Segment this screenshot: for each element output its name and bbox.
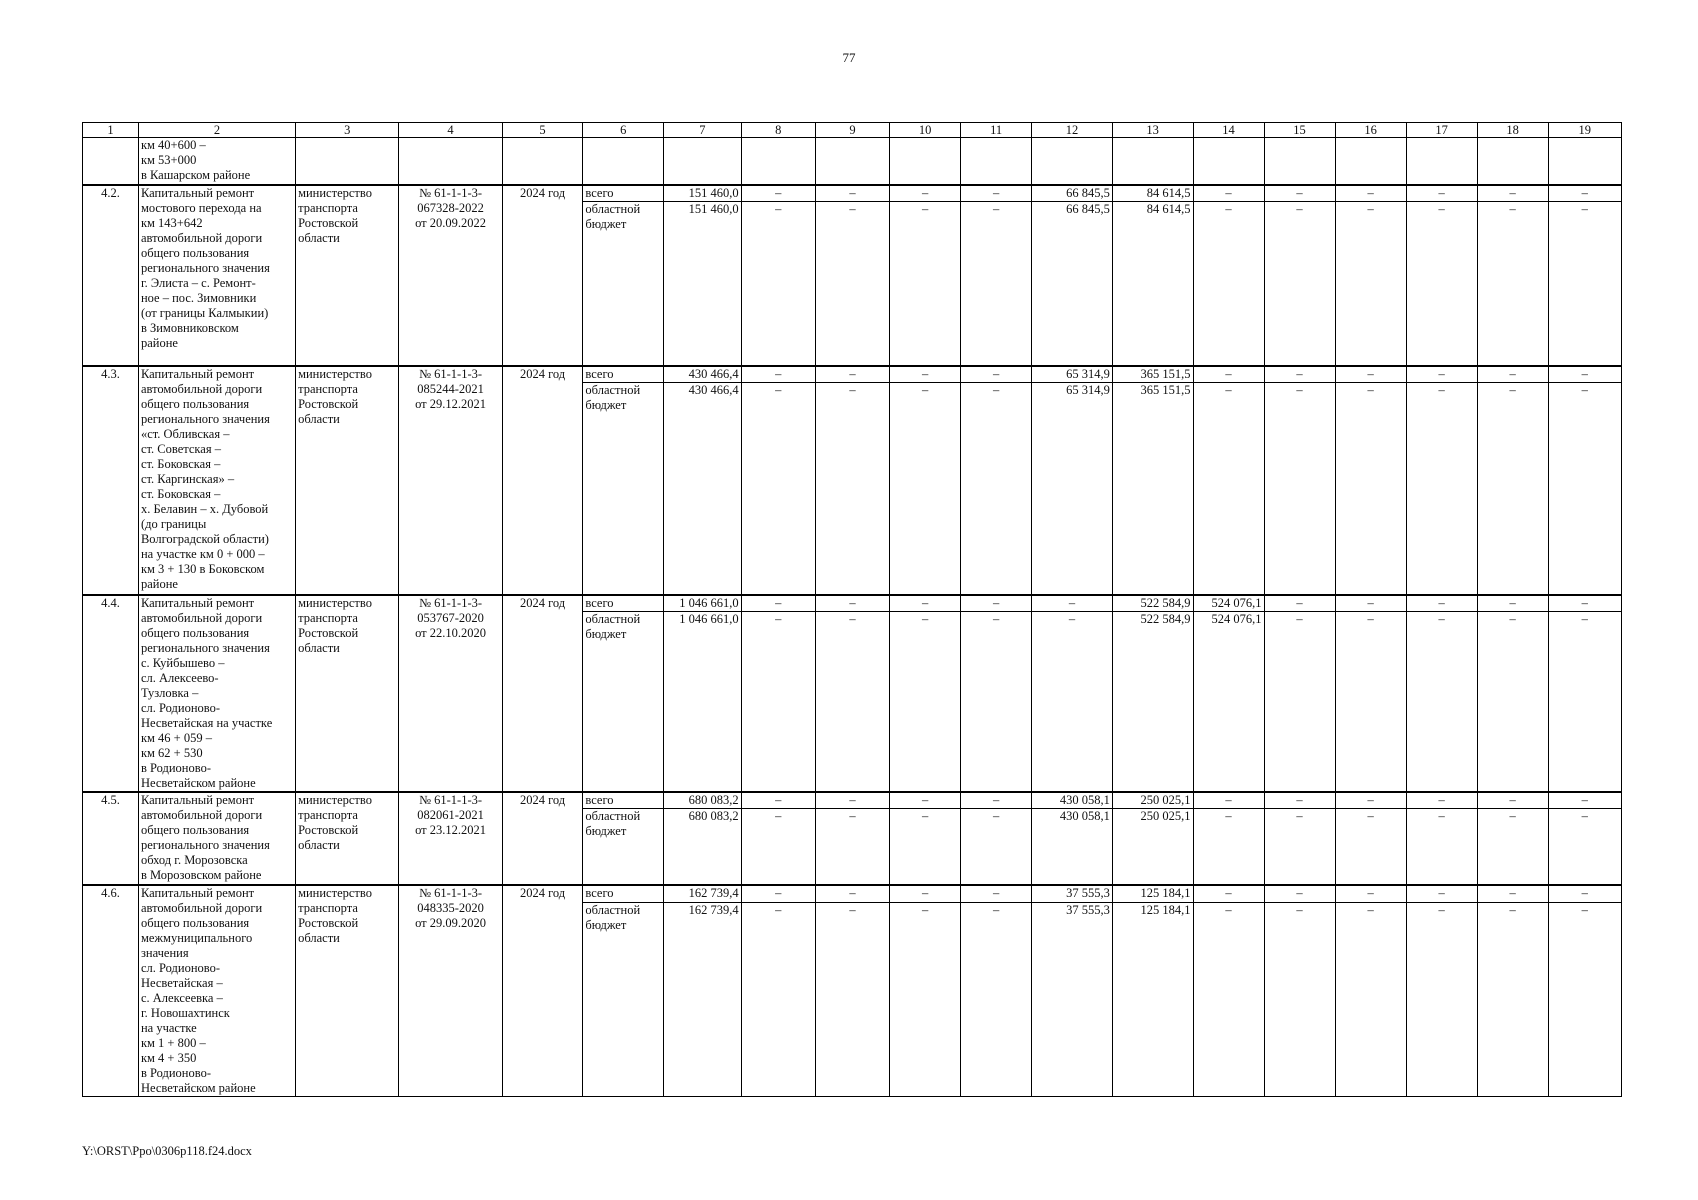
amount-cell: 430 466,4 <box>664 366 741 383</box>
funding-source: областной бюджет <box>583 611 664 792</box>
item-number: 4.4. <box>83 595 139 793</box>
table-row <box>83 885 1622 903</box>
executor: министерство транспорта Ростовской области <box>296 885 399 1097</box>
amount-cell: – <box>815 885 889 903</box>
amount-cell: – <box>1264 792 1335 809</box>
amount-cell: 66 845,5 <box>1032 185 1113 202</box>
funding-source: всего <box>583 885 664 903</box>
amount-cell: – <box>1264 611 1335 792</box>
completion-year: 2024 год <box>502 792 583 885</box>
empty-cell <box>1032 138 1113 185</box>
item-name: Капитальный ремонт автомобильной дороги общего пользования межмуниципального значения сл. Родионово- Несветайская – с. Алексеевка – г. Новошахтинск на участке км 1 + 800 – км 4 + 350 в Родионово- Несветайском районе <box>138 885 295 1097</box>
completion-year: 2024 год <box>502 366 583 595</box>
empty-cell <box>502 138 583 185</box>
column-number: 18 <box>1477 123 1548 138</box>
column-number-row <box>83 123 1622 138</box>
amount-cell: – <box>1335 595 1406 612</box>
funding-source: всего <box>583 792 664 809</box>
amount-cell: – <box>1264 809 1335 885</box>
completion-year: 2024 год <box>502 885 583 1097</box>
column-number: 16 <box>1335 123 1406 138</box>
amount-cell: – <box>1264 902 1335 1096</box>
column-number: 1 <box>83 123 139 138</box>
amount-cell: – <box>961 611 1032 792</box>
amount-cell: – <box>1264 383 1335 595</box>
amount-cell: 250 025,1 <box>1112 809 1193 885</box>
amount-cell: – <box>1193 201 1264 366</box>
amount-cell: – <box>1548 885 1621 903</box>
amount-cell: – <box>1335 185 1406 202</box>
amount-cell: 162 739,4 <box>664 902 741 1096</box>
amount-cell: – <box>1264 366 1335 383</box>
amount-cell: – <box>1335 885 1406 903</box>
amount-cell: – <box>1406 201 1477 366</box>
amount-cell: 1 046 661,0 <box>664 595 741 612</box>
amount-cell: – <box>1193 366 1264 383</box>
amount-cell: – <box>1032 595 1113 612</box>
executor: министерство транспорта Ростовской области <box>296 595 399 793</box>
funding-source: всего <box>583 185 664 202</box>
amount-cell: 365 151,5 <box>1112 366 1193 383</box>
amount-cell: – <box>1477 366 1548 383</box>
amount-cell: – <box>961 809 1032 885</box>
amount-cell: 522 584,9 <box>1112 611 1193 792</box>
amount-cell: – <box>961 902 1032 1096</box>
amount-cell: – <box>1548 366 1621 383</box>
amount-cell: 430 058,1 <box>1032 809 1113 885</box>
column-number: 7 <box>664 123 741 138</box>
continuation-text: км 40+600 – км 53+000 в Кашарском районе <box>138 138 295 185</box>
amount-cell: 680 083,2 <box>664 792 741 809</box>
column-number: 3 <box>296 123 399 138</box>
amount-cell: 125 184,1 <box>1112 885 1193 903</box>
amount-cell: – <box>1477 383 1548 595</box>
executor: министерство транспорта Ростовской области <box>296 366 399 595</box>
item-name: Капитальный ремонт автомобильной дороги общего пользования регионального значения обход г. Морозовска в Морозовском районе <box>138 792 295 885</box>
item-number: 4.6. <box>83 885 139 1097</box>
amount-cell: – <box>1477 201 1548 366</box>
completion-year: 2024 год <box>502 595 583 793</box>
completion-year: 2024 год <box>502 185 583 367</box>
empty-cell <box>1112 138 1193 185</box>
amount-cell: – <box>1477 885 1548 903</box>
amount-cell: – <box>1548 792 1621 809</box>
column-number: 11 <box>961 123 1032 138</box>
amount-cell: – <box>815 809 889 885</box>
amount-cell: – <box>1264 885 1335 903</box>
amount-cell: – <box>741 201 815 366</box>
amount-cell: 151 460,0 <box>664 185 741 202</box>
amount-cell: – <box>1548 902 1621 1096</box>
table-row <box>83 792 1622 809</box>
document-reference: № 61-1-1-3- 067328-2022 от 20.09.2022 <box>399 185 502 367</box>
amount-cell: – <box>741 185 815 202</box>
funding-source: областной бюджет <box>583 201 664 366</box>
column-number: 2 <box>138 123 295 138</box>
continuation-row <box>83 138 1622 185</box>
amount-cell: – <box>890 809 961 885</box>
amount-cell: – <box>1548 383 1621 595</box>
amount-cell: – <box>1193 383 1264 595</box>
amount-cell: – <box>741 792 815 809</box>
amount-cell: – <box>961 201 1032 366</box>
amount-cell: – <box>1406 185 1477 202</box>
empty-cell <box>815 138 889 185</box>
amount-cell: – <box>890 595 961 612</box>
amount-cell: 524 076,1 <box>1193 595 1264 612</box>
item-number: 4.3. <box>83 366 139 595</box>
funding-source: всего <box>583 595 664 612</box>
funding-source: областной бюджет <box>583 383 664 595</box>
amount-cell: – <box>815 383 889 595</box>
empty-cell <box>1406 138 1477 185</box>
amount-cell: – <box>815 366 889 383</box>
amount-cell: 365 151,5 <box>1112 383 1193 595</box>
column-number: 13 <box>1112 123 1193 138</box>
column-number: 6 <box>583 123 664 138</box>
page-number: 77 <box>842 50 856 65</box>
document-reference: № 61-1-1-3- 085244-2021 от 29.12.2021 <box>399 366 502 595</box>
amount-cell: 84 614,5 <box>1112 201 1193 366</box>
amount-cell: – <box>1548 809 1621 885</box>
empty-cell <box>83 138 139 185</box>
amount-cell: – <box>741 809 815 885</box>
empty-cell <box>1335 138 1406 185</box>
amount-cell: – <box>961 185 1032 202</box>
amount-cell: – <box>815 595 889 612</box>
amount-cell: 37 555,3 <box>1032 885 1113 903</box>
amount-cell: – <box>961 792 1032 809</box>
item-number: 4.5. <box>83 792 139 885</box>
amount-cell: – <box>1406 885 1477 903</box>
empty-cell <box>1264 138 1335 185</box>
column-number: 8 <box>741 123 815 138</box>
column-number: 19 <box>1548 123 1621 138</box>
empty-cell <box>296 138 399 185</box>
amount-cell: – <box>890 902 961 1096</box>
funding-source: областной бюджет <box>583 809 664 885</box>
amount-cell: – <box>1477 792 1548 809</box>
amount-cell: – <box>890 383 961 595</box>
amount-cell: – <box>890 201 961 366</box>
amount-cell: – <box>890 611 961 792</box>
column-number: 12 <box>1032 123 1113 138</box>
amount-cell: 151 460,0 <box>664 201 741 366</box>
amount-cell: – <box>1477 809 1548 885</box>
amount-cell: 522 584,9 <box>1112 595 1193 612</box>
amount-cell: – <box>741 383 815 595</box>
amount-cell: 430 058,1 <box>1032 792 1113 809</box>
amount-cell: – <box>815 185 889 202</box>
document-reference: № 61-1-1-3- 082061-2021 от 23.12.2021 <box>399 792 502 885</box>
amount-cell: 250 025,1 <box>1112 792 1193 809</box>
amount-cell: – <box>1335 902 1406 1096</box>
column-number: 14 <box>1193 123 1264 138</box>
amount-cell: – <box>1406 595 1477 612</box>
empty-cell <box>890 138 961 185</box>
item-name: Капитальный ремонт автомобильной дороги общего пользования регионального значения с. Куйбышево – сл. Алексеево- Тузловка – сл. Родионово- Несветайская на участке км 46 + 059 – км 62 + 530 в Родионово- Несветайском районе <box>138 595 295 793</box>
amount-cell: – <box>1193 185 1264 202</box>
amount-cell: – <box>1548 595 1621 612</box>
amount-cell: – <box>1477 595 1548 612</box>
amount-cell: – <box>1335 809 1406 885</box>
amount-cell: – <box>1406 366 1477 383</box>
amount-cell: – <box>961 885 1032 903</box>
empty-cell <box>1193 138 1264 185</box>
amount-cell: – <box>1406 809 1477 885</box>
document-reference: № 61-1-1-3- 053767-2020 от 22.10.2020 <box>399 595 502 793</box>
amount-cell: – <box>1335 383 1406 595</box>
amount-cell: – <box>815 201 889 366</box>
empty-cell <box>399 138 502 185</box>
empty-cell <box>961 138 1032 185</box>
item-number: 4.2. <box>83 185 139 367</box>
amount-cell: 66 845,5 <box>1032 201 1113 366</box>
column-number: 15 <box>1264 123 1335 138</box>
column-number: 10 <box>890 123 961 138</box>
funding-source: областной бюджет <box>583 902 664 1096</box>
amount-cell: – <box>815 611 889 792</box>
column-number: 5 <box>502 123 583 138</box>
amount-cell: – <box>741 611 815 792</box>
amount-cell: – <box>1406 611 1477 792</box>
amount-cell: – <box>890 885 961 903</box>
item-name: Капитальный ремонт мостового перехода на км 143+642 автомобильной дороги общего пользования регионального значения г. Элиста – с. Ремонт- ное – пос. Зимовники (от границы Калмыкии) в Зимовниковском районе <box>138 185 295 367</box>
table-row <box>83 366 1622 383</box>
funding-source: всего <box>583 366 664 383</box>
amount-cell: – <box>1548 611 1621 792</box>
amount-cell: – <box>890 185 961 202</box>
amount-cell: – <box>1406 792 1477 809</box>
amount-cell: – <box>1477 185 1548 202</box>
amount-cell: – <box>741 595 815 612</box>
amount-cell: – <box>961 383 1032 595</box>
item-name: Капитальный ремонт автомобильной дороги общего пользования регионального значения «ст. Обливская – ст. Советская – ст. Боковская – ст. Каргинская» – ст. Боковская – х. Белавин – х. Дубовой (до границы Волгоградской области) на участке км 0 + 000 – км 3 + 130 в Боковском районе <box>138 366 295 595</box>
amount-cell: – <box>741 885 815 903</box>
amount-cell: – <box>961 595 1032 612</box>
column-number: 9 <box>815 123 889 138</box>
document-reference: № 61-1-1-3- 048335-2020 от 29.09.2020 <box>399 885 502 1097</box>
amount-cell: 162 739,4 <box>664 885 741 903</box>
column-number: 17 <box>1406 123 1477 138</box>
amount-cell: – <box>1264 185 1335 202</box>
amount-cell: – <box>815 902 889 1096</box>
amount-cell: – <box>1477 902 1548 1096</box>
amount-cell: – <box>815 792 889 809</box>
empty-cell <box>741 138 815 185</box>
amount-cell: – <box>1406 902 1477 1096</box>
amount-cell: – <box>1193 792 1264 809</box>
amount-cell: 125 184,1 <box>1112 902 1193 1096</box>
amount-cell: – <box>1548 185 1621 202</box>
amount-cell: – <box>1193 902 1264 1096</box>
executor: министерство транспорта Ростовской области <box>296 792 399 885</box>
amount-cell: 65 314,9 <box>1032 383 1113 595</box>
amount-cell: 84 614,5 <box>1112 185 1193 202</box>
amount-cell: 65 314,9 <box>1032 366 1113 383</box>
amount-cell: 37 555,3 <box>1032 902 1113 1096</box>
amount-cell: – <box>1548 201 1621 366</box>
amount-cell: – <box>1193 809 1264 885</box>
amount-cell: – <box>890 366 961 383</box>
budget-table <box>82 122 1622 1097</box>
amount-cell: – <box>741 902 815 1096</box>
amount-cell: – <box>1264 595 1335 612</box>
amount-cell: 1 046 661,0 <box>664 611 741 792</box>
amount-cell: – <box>890 792 961 809</box>
amount-cell: – <box>1335 792 1406 809</box>
amount-cell: – <box>1264 201 1335 366</box>
amount-cell: – <box>1406 383 1477 595</box>
empty-cell <box>664 138 741 185</box>
amount-cell: – <box>1335 366 1406 383</box>
amount-cell: – <box>741 366 815 383</box>
amount-cell: – <box>1477 611 1548 792</box>
amount-cell: – <box>1032 611 1113 792</box>
amount-cell: – <box>1335 611 1406 792</box>
empty-cell <box>1548 138 1621 185</box>
table-row <box>83 595 1622 612</box>
column-number: 4 <box>399 123 502 138</box>
file-path-footer: Y:\ORST\Ppo\0306p118.f24.docx <box>82 1144 252 1158</box>
amount-cell: 680 083,2 <box>664 809 741 885</box>
amount-cell: – <box>961 366 1032 383</box>
amount-cell: – <box>1335 201 1406 366</box>
executor: министерство транспорта Ростовской области <box>296 185 399 367</box>
empty-cell <box>1477 138 1548 185</box>
amount-cell: 430 466,4 <box>664 383 741 595</box>
amount-cell: – <box>1193 885 1264 903</box>
table-row <box>83 185 1622 202</box>
amount-cell: 524 076,1 <box>1193 611 1264 792</box>
empty-cell <box>583 138 664 185</box>
